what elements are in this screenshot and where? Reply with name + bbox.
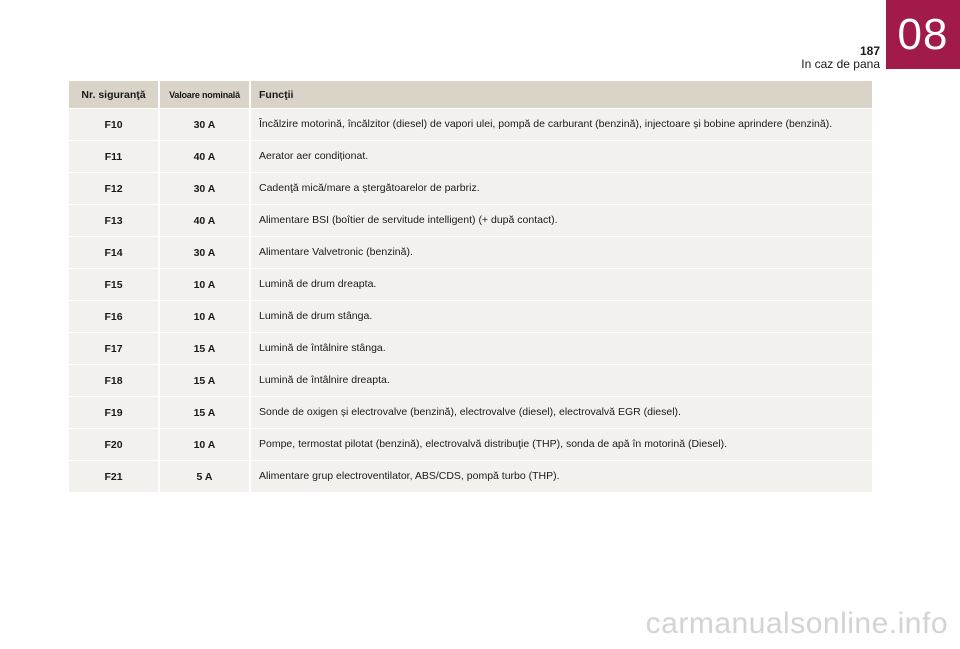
fuse-rating-cell: 30 A [160,173,251,204]
fuse-rating-cell: 15 A [160,365,251,396]
fuse-function-cell: Încălzire motorină, încălzitor (diesel) de vapori ulei, pompă de carburant (benzină), injectoare și bobine aprindere (benzină). [251,109,874,140]
fuse-rating-cell: 15 A [160,333,251,364]
fuse-rating-cell: 15 A [160,397,251,428]
fuse-table [69,80,874,493]
fuse-number-cell: F18 [69,365,160,396]
fuse-rating-cell: 30 A [160,237,251,268]
column-header-rating: Valoare nominală [160,81,251,108]
fuse-rating-cell: 10 A [160,269,251,300]
fuse-function-cell: Alimentare Valvetronic (benzină). [251,237,874,268]
fuse-rating-cell: 10 A [160,301,251,332]
table-row [69,429,874,460]
page-number: 187 [859,44,880,58]
table-header-row [69,81,874,108]
table-row [69,365,874,396]
fuse-number-cell: F21 [69,461,160,492]
fuse-number-cell: F13 [69,205,160,236]
fuse-function-cell: Lumină de drum stânga. [251,301,874,332]
column-header-functions: Funcţii [251,81,874,108]
fuse-number-cell: F16 [69,301,160,332]
chapter-tab: 08 [886,0,960,69]
fuse-function-cell: Lumină de drum dreapta. [251,269,874,300]
fuse-table-body [69,109,874,492]
fuse-rating-cell: 40 A [160,141,251,172]
fuse-function-cell: Aerator aer condiționat. [251,141,874,172]
fuse-number-cell: F15 [69,269,160,300]
table-row [69,141,874,172]
fuse-number-cell: F11 [69,141,160,172]
fuse-rating-cell: 10 A [160,429,251,460]
fuse-rating-cell: 5 A [160,461,251,492]
fuse-rating-cell: 40 A [160,205,251,236]
fuse-number-cell: F19 [69,397,160,428]
table-row [69,109,874,140]
fuse-function-cell: Alimentare grup electroventilator, ABS/CDS, pompă turbo (THP). [251,461,874,492]
chapter-title: In caz de pana [801,57,880,71]
fuse-number-cell: F20 [69,429,160,460]
fuse-function-cell: Lumină de întâlnire stânga. [251,333,874,364]
column-header-fuse-number: Nr. siguranţă [69,81,160,108]
table-row [69,333,874,364]
fuse-function-cell: Alimentare BSI (boîtier de servitude intelligent) (+ după contact). [251,205,874,236]
table-row [69,269,874,300]
table-row [69,461,874,492]
fuse-number-cell: F12 [69,173,160,204]
table-row [69,205,874,236]
table-row [69,173,874,204]
fuse-function-cell: Lumină de întâlnire dreapta. [251,365,874,396]
table-row [69,237,874,268]
fuse-number-cell: F17 [69,333,160,364]
fuse-function-cell: Cadenţă mică/mare a ștergătoarelor de parbriz. [251,173,874,204]
fuse-function-cell: Sonde de oxigen și electrovalve (benzină), electrovalve (diesel), electrovalvă EGR (diesel). [251,397,874,428]
watermark: carmanualsonline.info [645,607,948,640]
fuse-function-cell: Pompe, termostat pilotat (benzină), electrovalvă distribuţie (THP), sonda de apă în motorină (Diesel). [251,429,874,460]
table-row [69,301,874,332]
fuse-number-cell: F10 [69,109,160,140]
table-row [69,397,874,428]
fuse-rating-cell: 30 A [160,109,251,140]
fuse-number-cell: F14 [69,237,160,268]
